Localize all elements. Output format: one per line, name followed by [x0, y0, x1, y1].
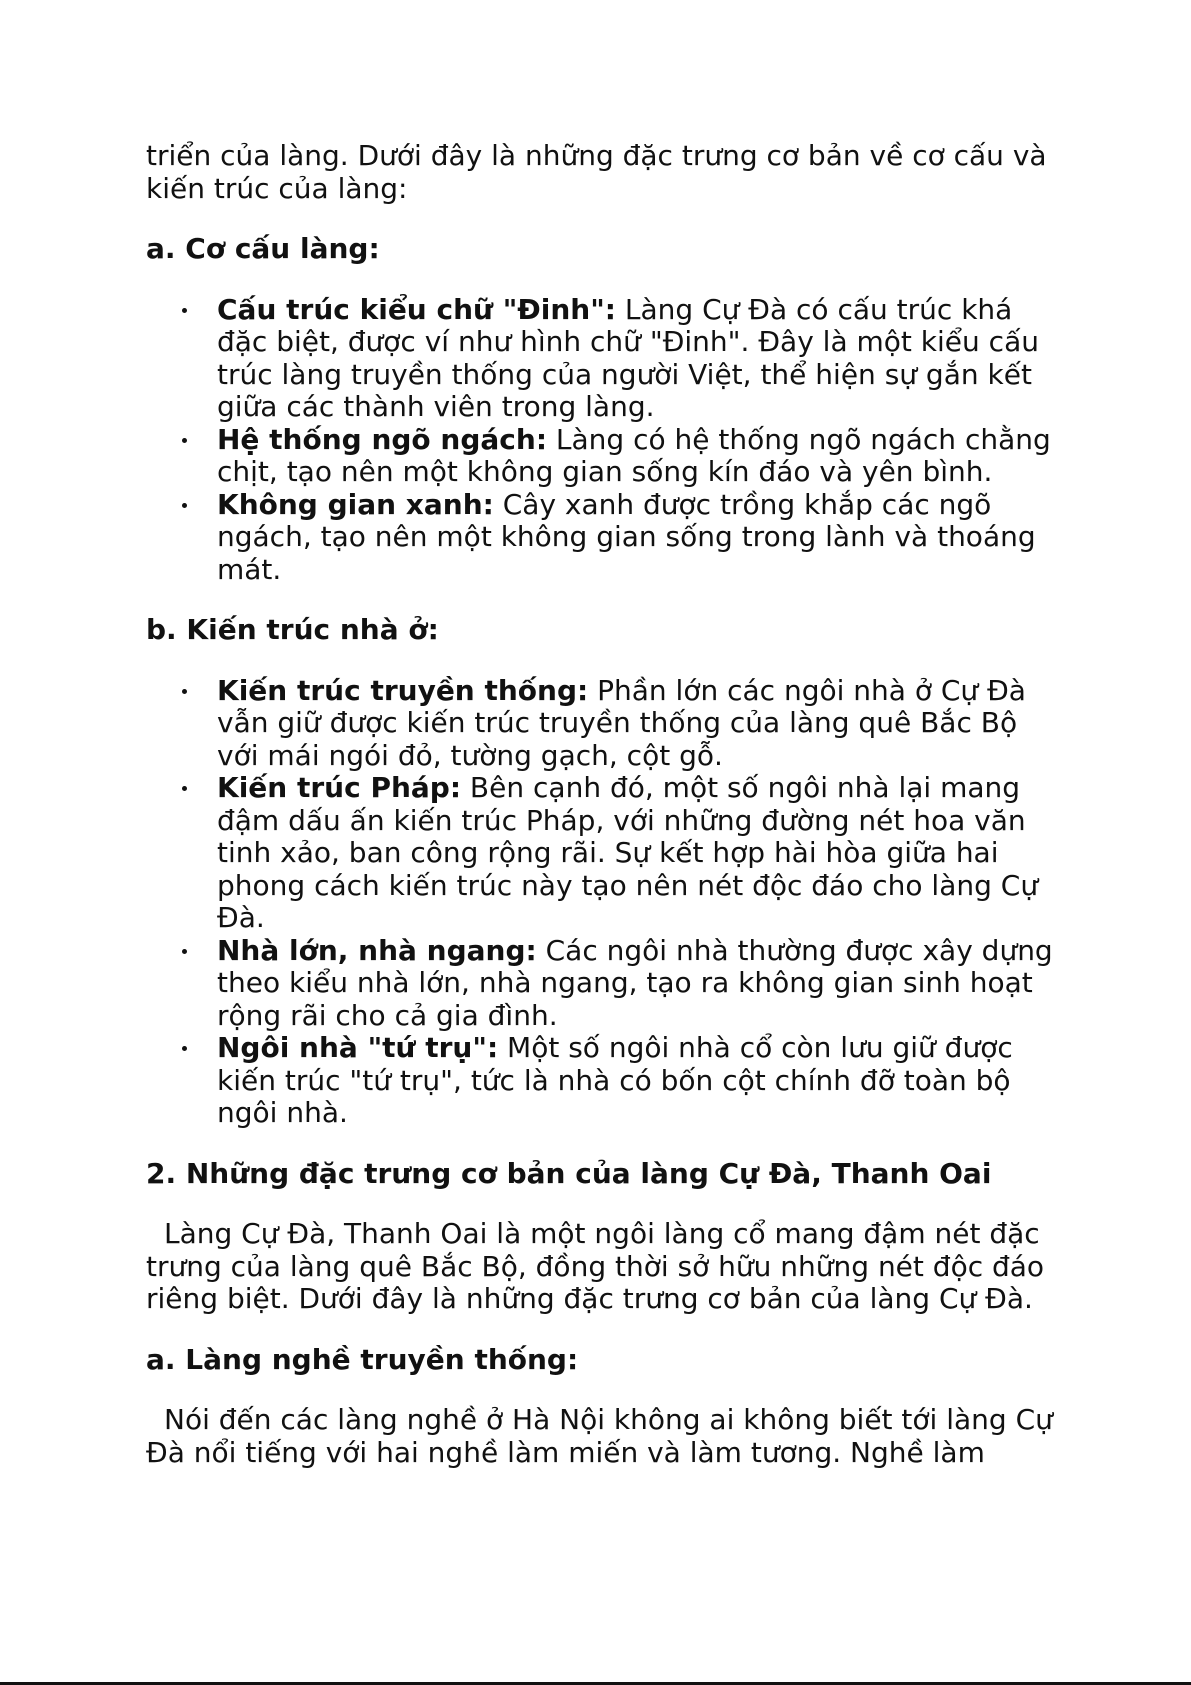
intro-paragraph: triển của làng. Dưới đây là những đặc trưng cơ bản về cơ cấu và kiến trúc của làng:	[146, 139, 1047, 205]
item-term: Cấu trúc kiểu chữ "Đinh":	[217, 292, 616, 326]
item-term: Nhà lớn, nhà ngang:	[217, 933, 537, 967]
item-text: Các ngôi nhà thường được xây dựng theo kiểu nhà lớn, nhà ngang, tạo ra không gian sinh hoạt rộng rãi cho cả gia đình.	[217, 933, 1053, 1032]
list-item	[146, 424, 1066, 489]
item-term: Hệ thống ngõ ngách:	[217, 422, 548, 456]
heading-village-structure: a. Cơ cấu làng:	[146, 232, 380, 265]
heading-basic-characteristics: 2. Những đặc trưng cơ bản của làng Cự Đà, Thanh Oai	[146, 1156, 992, 1190]
item-term: Ngôi nhà "tứ trụ":	[217, 1031, 499, 1064]
characteristics-paragraph: Làng Cự Đà, Thanh Oai là một ngôi làng cổ mang đậm nét đặc trưng của làng quê Bắc Bộ, đồng thời sở hữu những nét độc đáo riêng biệt. Dưới đây là những đặc trưng cơ bản của làng Cự Đà.	[146, 1217, 1045, 1315]
crafts-paragraph: Nói đến các làng nghề ở Hà Nội không ai không biết tới làng Cự Đà nổi tiếng với hai nghề làm miến và làm tương. Nghề làm	[146, 1403, 1053, 1469]
list-house-architecture	[146, 675, 1066, 1130]
list-item	[146, 772, 1066, 935]
heading-house-architecture: b. Kiến trúc nhà ở:	[146, 613, 439, 646]
list-item	[146, 489, 1066, 587]
list-item	[146, 935, 1066, 1033]
item-text: Làng Cự Đà có cấu trúc khá đặc biệt, được ví như hình chữ "Đinh". Đây là một kiểu cấu trúc làng truyền thống của người Việt, thể hiện sự gắn kết giữa các thành viên trong làng.	[217, 292, 1039, 423]
item-term: Kiến trúc Pháp:	[217, 771, 462, 804]
item-text: Cây xanh được trồng khắp các ngõ ngách, tạo nên một không gian sống trong lành và thoáng mát.	[217, 487, 1036, 586]
item-text: Một số ngôi nhà cổ còn lưu giữ được kiến trúc "tứ trụ", tức là nhà có bốn cột chính đỡ toàn bộ ngôi nhà.	[217, 1031, 1013, 1129]
item-text: Bên cạnh đó, một số ngôi nhà lại mang đậm dấu ấn kiến trúc Pháp, với những đường nét hoa văn tinh xảo, ban công rộng rãi. Sự kết hợp hài hòa giữa hai phong cách kiến trúc này tạo nên nét độc đáo cho làng Cự Đà.	[217, 771, 1039, 934]
document-page	[146, 140, 1066, 1497]
item-text: Làng có hệ thống ngõ ngách chằng chịt, tạo nên một không gian sống kín đáo và yên bình.	[217, 422, 1051, 488]
list-item	[146, 294, 1066, 424]
heading-traditional-crafts: a. Làng nghề truyền thống:	[146, 1342, 579, 1376]
item-term: Kiến trúc truyền thống:	[217, 673, 589, 707]
item-term: Không gian xanh:	[217, 487, 494, 521]
list-item	[146, 675, 1066, 773]
list-village-structure	[146, 294, 1066, 587]
list-item	[146, 1032, 1066, 1130]
item-text: Phần lớn các ngôi nhà ở Cự Đà vẫn giữ được kiến trúc truyền thống của làng quê Bắc Bộ với mái ngói đỏ, tường gạch, cột gỗ.	[217, 673, 1026, 772]
